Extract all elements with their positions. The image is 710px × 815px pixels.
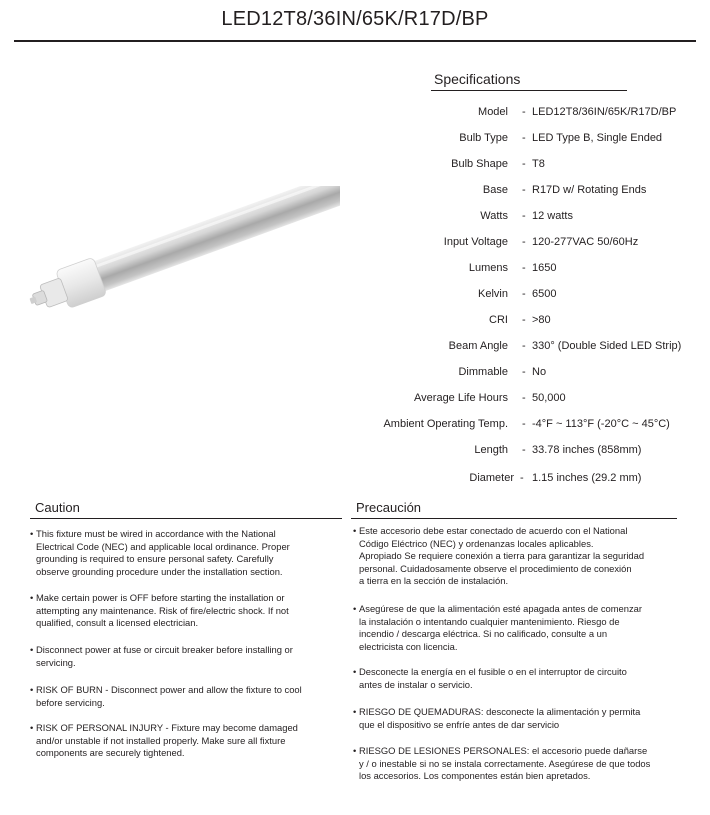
spec-label: Base: [482, 184, 508, 196]
spec-separator: -: [522, 288, 526, 300]
caution-line: Make certain power is OFF before starting the installation or: [36, 592, 285, 603]
caution-item: [353, 745, 704, 783]
bullet-marker: •: [30, 592, 34, 603]
caution-line: attempting any maintenance. Risk of fire/electric shock. If not: [36, 604, 289, 616]
spec-separator: -: [522, 418, 526, 430]
spec-row: [340, 262, 710, 278]
bullet-marker: •: [353, 603, 357, 614]
caution-line: Apropiado Se requiere conexión a tierra para garantizar la seguridad: [359, 550, 645, 562]
caution-heading: Caution: [35, 500, 80, 515]
spec-label: CRI: [489, 314, 508, 326]
caution-item: [353, 706, 704, 731]
caution-line: incendio / descarga eléctrica. Si no calificado, consulte a un: [359, 628, 608, 640]
caution-line: and/or unstable if not installed properly. Make sure all fixture: [36, 734, 286, 746]
caution-item: [30, 644, 346, 669]
caution-line: observe grounding procedure under the installation section.: [36, 565, 283, 577]
caution-divider: [30, 518, 342, 519]
spec-value: 50,000: [532, 392, 566, 404]
bullet-marker: •: [353, 525, 357, 536]
spec-separator: -: [522, 262, 526, 274]
spec-separator: -: [522, 444, 526, 456]
spec-value: 330° (Double Sided LED Strip): [532, 340, 682, 352]
caution-item: [30, 684, 346, 709]
spec-row: [340, 236, 710, 252]
spec-value: No: [532, 366, 547, 378]
caution-item: [30, 528, 346, 578]
spec-value: 1.15 inches (29.2 mm): [532, 472, 642, 484]
caution-line: electricista con licencia.: [359, 640, 458, 652]
caution-line: Asegúrese de que la alimentación esté apagada antes de comenzar: [359, 603, 643, 614]
bullet-marker: •: [30, 528, 34, 539]
spec-value: T8: [532, 158, 545, 170]
caution-line: servicing.: [36, 656, 76, 668]
spec-value: 12 watts: [532, 210, 573, 222]
spec-separator: -: [520, 472, 524, 484]
spec-row: [340, 184, 710, 200]
spec-label: Ambient Operating Temp.: [383, 418, 508, 430]
spec-row: [340, 314, 710, 330]
spec-label: Kelvin: [478, 288, 508, 300]
caution-line: Este accesorio debe estar conectado de acuerdo con el National: [359, 525, 628, 536]
caution-line: Desconecte la energía en el fusible o en el interruptor de circuito: [359, 666, 627, 677]
spec-row: [340, 340, 710, 356]
spec-row: [340, 366, 710, 382]
caution-line: la instalación o intentando cualquier mantenimiento. Riesgo de: [359, 615, 620, 627]
spec-separator: -: [522, 314, 526, 326]
caution-line: los accesorios. Los componentes están bien apretados.: [359, 770, 591, 782]
spec-separator: -: [522, 132, 526, 144]
caution-line: que el dispositivo se enfríe antes de dar servicio: [359, 718, 560, 730]
title-divider: [14, 40, 696, 42]
caution-line: RISK OF PERSONAL INJURY - Fixture may become damaged: [36, 722, 298, 733]
caution-line: RIESGO DE LESIONES PERSONALES: el accesorio puede dañarse: [359, 745, 648, 756]
bullet-marker: •: [30, 644, 34, 655]
bullet-marker: •: [30, 684, 34, 695]
spec-value: >80: [532, 314, 551, 326]
spec-separator: -: [522, 236, 526, 248]
bullet-marker: •: [353, 745, 357, 756]
spec-label: Dimmable: [458, 366, 508, 378]
spec-label: Watts: [480, 210, 508, 222]
page-title: LED12T8/36IN/65K/R17D/BP: [221, 8, 489, 30]
precaucion-divider: [351, 518, 677, 519]
caution-line: RISK OF BURN - Disconnect power and allow the fixture to cool: [36, 684, 302, 695]
spec-value: R17D w/ Rotating Ends: [532, 184, 647, 196]
spec-separator: -: [522, 392, 526, 404]
spec-label: Lumens: [468, 262, 508, 274]
spec-separator: -: [522, 340, 526, 352]
caution-item: [30, 722, 346, 760]
spec-label: Bulb Shape: [451, 158, 508, 170]
precaucion-heading: Precaución: [356, 500, 422, 515]
led-tube-image: [0, 186, 340, 336]
spec-label: Average Life Hours: [414, 392, 508, 404]
spec-value: 33.78 inches (858mm): [532, 444, 642, 456]
spec-row: [340, 106, 710, 122]
caution-line: a tierra en la sección de instalación.: [359, 575, 509, 587]
specifications-divider: [431, 90, 627, 91]
spec-separator: -: [522, 366, 526, 378]
caution-item: [353, 666, 704, 691]
spec-row: [340, 210, 710, 226]
spec-separator: -: [522, 106, 526, 118]
spec-row: [340, 288, 710, 304]
spec-value: 120-277VAC 50/60Hz: [532, 236, 639, 248]
bullet-marker: •: [30, 722, 34, 733]
caution-line: grounding is required to ensure personal safety. Carefully: [36, 553, 274, 565]
specifications-heading: Specifications: [434, 71, 521, 87]
spec-value: 1650: [532, 262, 557, 274]
spec-separator: -: [522, 184, 526, 196]
caution-line: before servicing.: [36, 696, 105, 708]
spec-label: Length: [474, 444, 508, 456]
caution-line: qualified, consult a licensed electrician.: [36, 617, 199, 629]
spec-separator: -: [522, 210, 526, 222]
spec-row: [340, 472, 710, 488]
spec-separator: -: [522, 158, 526, 170]
spec-label: Beam Angle: [448, 340, 508, 352]
caution-line: components are securely tightened.: [36, 747, 185, 759]
caution-line: Código Eléctrico (NEC) y ordenanzas locales aplicables.: [359, 537, 594, 549]
caution-line: personal. Cuidadosamente observe el procedimiento de conexión: [359, 562, 632, 574]
spec-label: Diameter: [469, 472, 514, 484]
caution-item: [353, 525, 704, 588]
spec-row: [340, 444, 710, 460]
spec-value: 6500: [532, 288, 557, 300]
spec-value: -4°F ~ 113°F (-20°C ~ 45°C): [532, 418, 670, 430]
spec-label: Model: [478, 106, 508, 118]
caution-line: RIESGO DE QUEMADURAS: desconecte la alimentación y permita: [359, 706, 641, 717]
spec-label: Bulb Type: [459, 132, 508, 144]
caution-line: Disconnect power at fuse or circuit breaker before installing or: [36, 644, 293, 655]
caution-item: [30, 592, 346, 630]
bullet-marker: •: [353, 666, 357, 677]
spec-row: [340, 132, 710, 148]
bullet-marker: •: [353, 706, 357, 717]
caution-item: [353, 603, 704, 653]
spec-row: [340, 158, 710, 174]
spec-row: [340, 392, 710, 408]
spec-row: [340, 418, 710, 434]
spec-label: Input Voltage: [443, 236, 508, 248]
spec-value: LED12T8/36IN/65K/R17D/BP: [532, 106, 677, 118]
caution-line: Electrical Code (NEC) and applicable local ordinance. Proper: [36, 540, 290, 552]
caution-line: antes de instalar o servicio.: [359, 678, 473, 690]
caution-line: y / o inestable si no se instala correctamente. Asegúrese de que todos: [359, 757, 651, 769]
spec-value: LED Type B, Single Ended: [532, 132, 663, 144]
caution-line: This fixture must be wired in accordance with the National: [36, 528, 276, 539]
